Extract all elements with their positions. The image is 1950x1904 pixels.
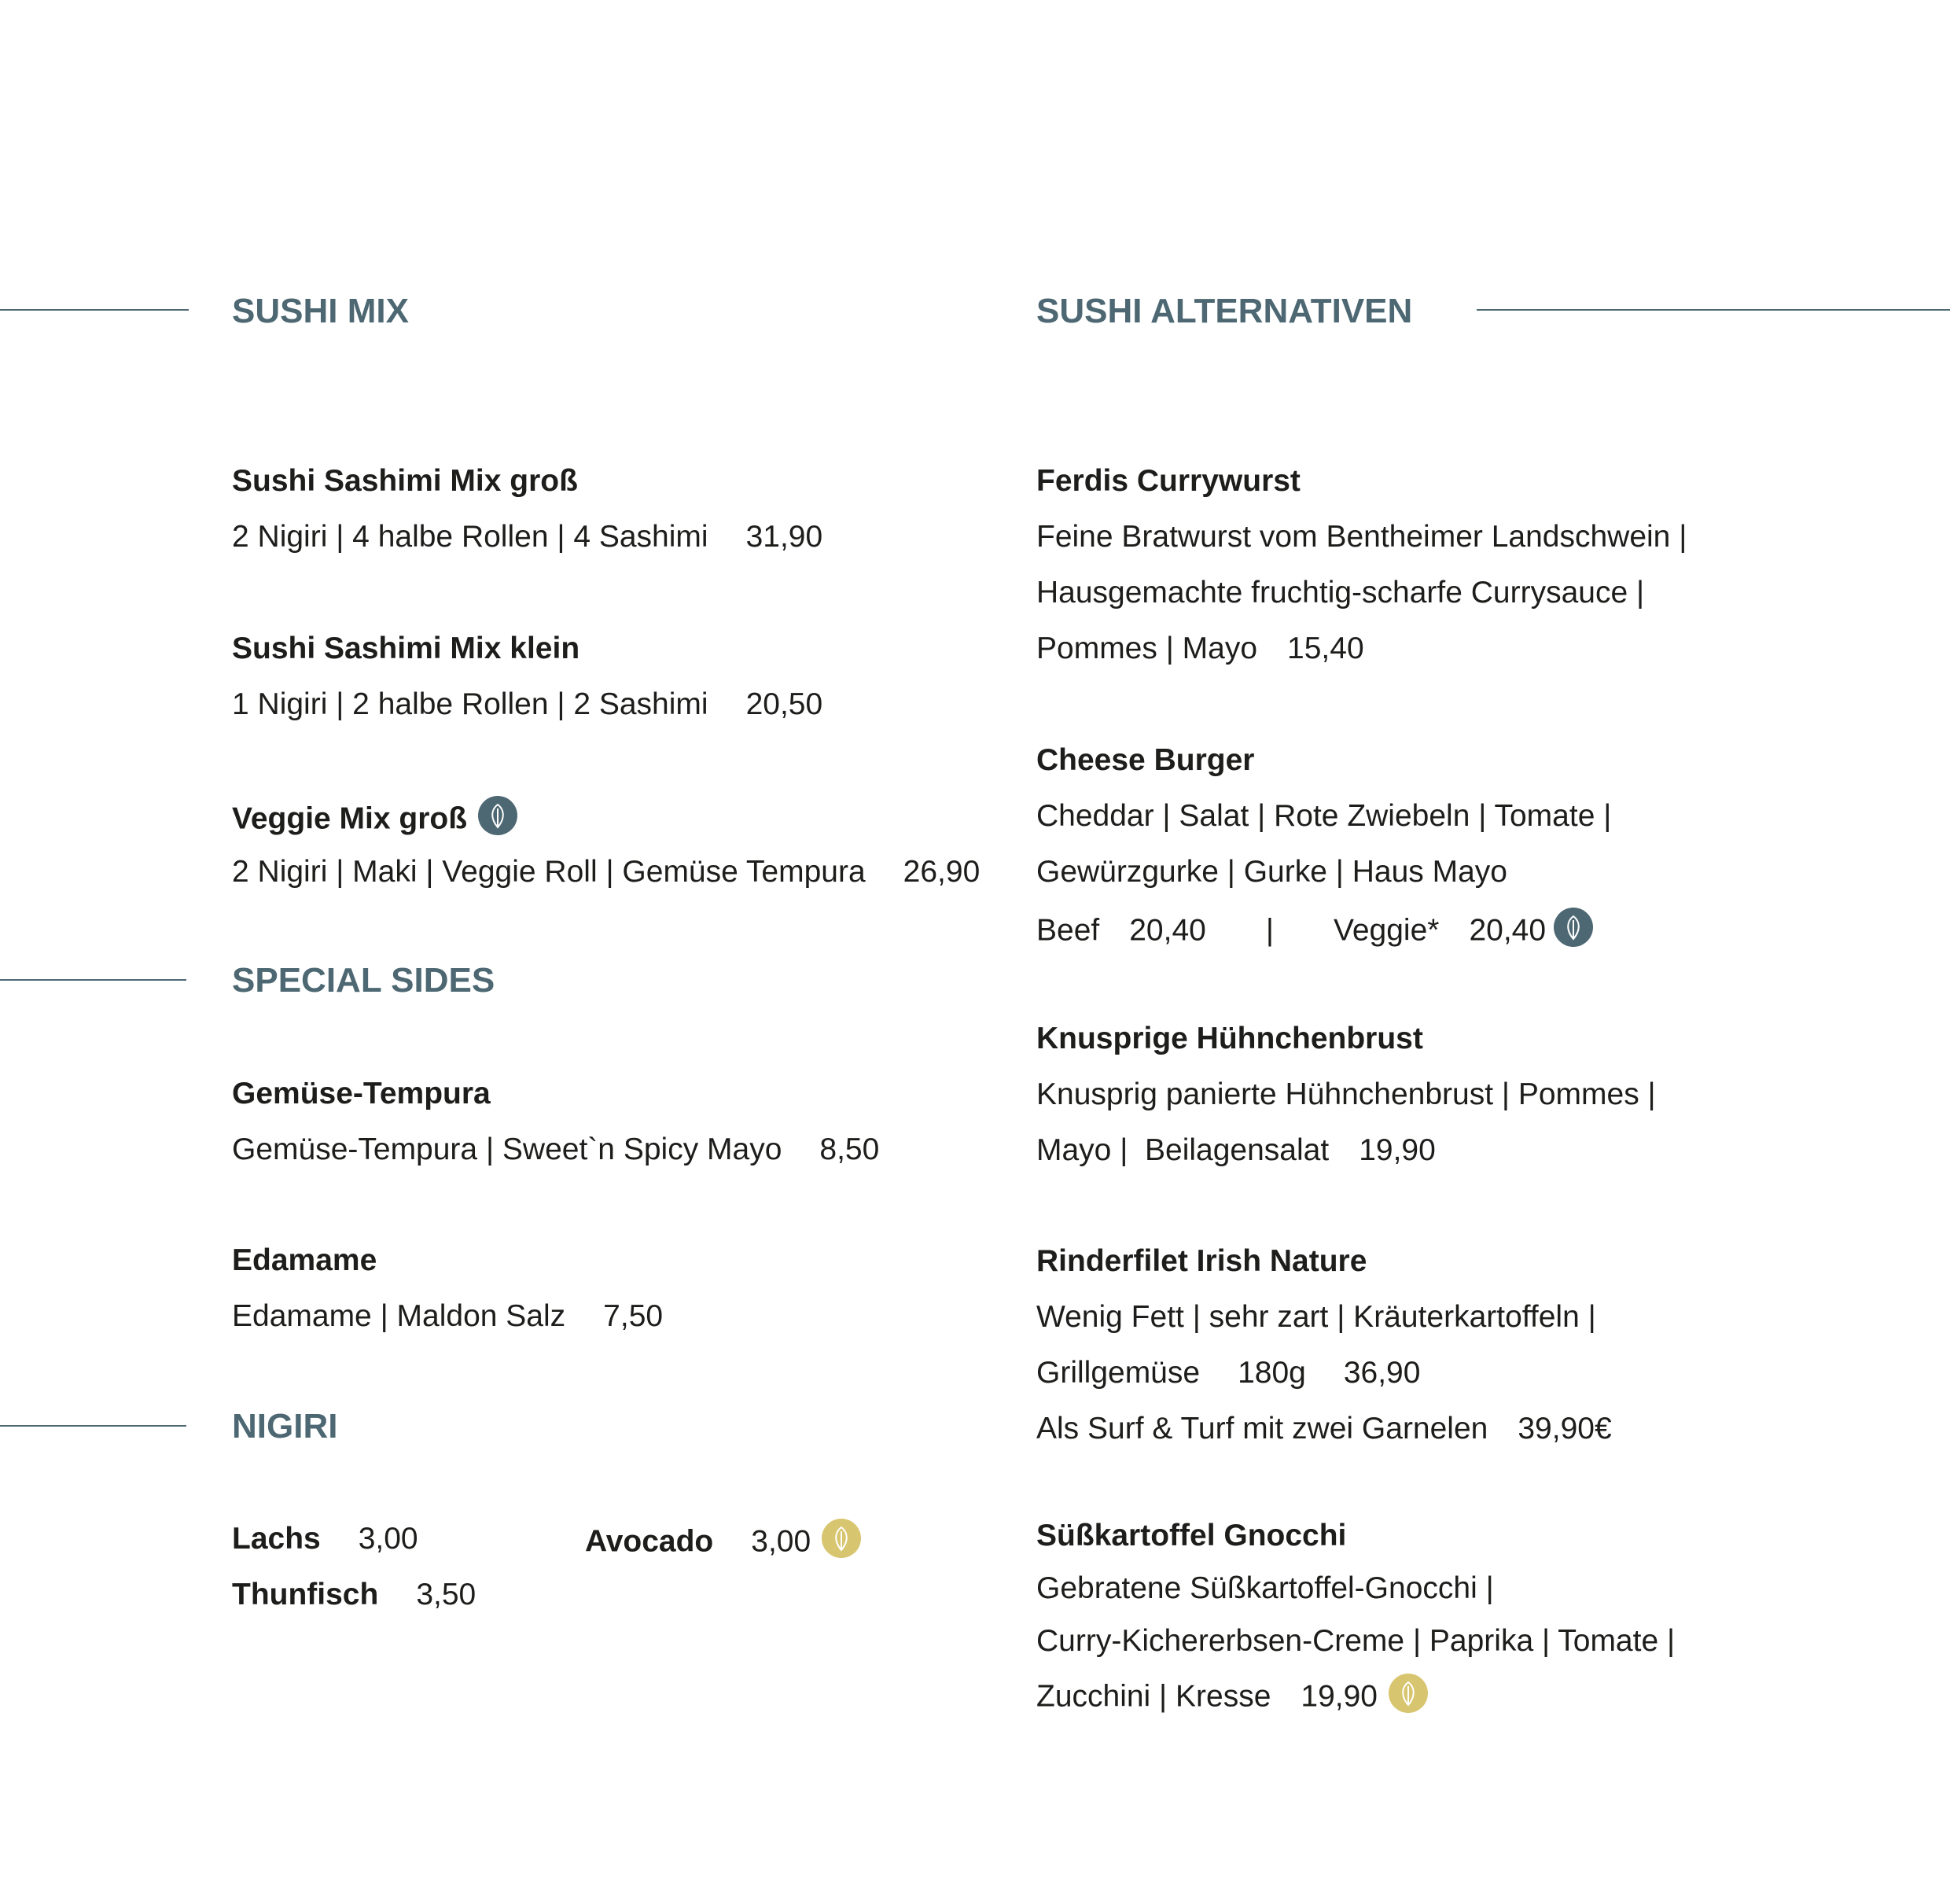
section-heading-sushi-alternativen: SUSHI ALTERNATIVEN — [1036, 292, 1413, 330]
item-line-gnocchi-1: Gebratene Süßkartoffel-Gnocchi | — [1036, 1571, 1494, 1605]
item-line-gemuese-tempura — [232, 1134, 879, 1165]
item-name-sushi-sashimi-gross: Sushi Sashimi Mix groß — [232, 464, 578, 498]
burger-veggie-price: 20,40 — [1469, 913, 1547, 948]
item-line-sushi-sashimi-klein — [232, 689, 822, 720]
item-line-currywurst-3 — [1036, 633, 1364, 664]
item-line-burger-1: Cheddar | Salat | Rote Zwiebeln | Tomate | — [1036, 799, 1612, 833]
item-line-burger-2: Gewürzgurke | Gurke | Haus Mayo — [1036, 855, 1507, 889]
item-line-steak-1: Wenig Fett | sehr zart | Kräuterkartoffeln | — [1036, 1300, 1596, 1334]
leaf-icon — [822, 1519, 861, 1558]
item-name-veggie-mix — [232, 801, 517, 840]
item-desc: Mayo | Beilagensalat — [1036, 1133, 1330, 1167]
heading-rule-left-sushi-mix — [0, 309, 189, 311]
section-heading-nigiri: NIGIRI — [232, 1407, 338, 1445]
item-desc: Gemüse-Tempura | Sweet`n Spicy Mayo — [232, 1132, 782, 1166]
item-price: 36,90 — [1343, 1356, 1421, 1390]
item-name-text: Veggie Mix groß — [232, 801, 468, 836]
burger-veggie-label: Veggie* — [1333, 913, 1440, 948]
nigiri-item-lachs — [232, 1523, 418, 1554]
item-line-chicken-2 — [1036, 1135, 1436, 1166]
nigiri-name: Thunfisch — [232, 1578, 379, 1611]
item-desc: 1 Nigiri | 2 halbe Rollen | 2 Sashimi — [232, 687, 708, 721]
nigiri-item-avocado — [585, 1523, 861, 1563]
item-line-veggie-mix — [232, 856, 980, 887]
item-price: 8,50 — [819, 1132, 880, 1166]
item-name-huehnchenbrust: Knusprige Hühnchenbrust — [1036, 1022, 1423, 1055]
item-line-steak-surf-turf — [1036, 1413, 1612, 1444]
item-line-steak-2 — [1036, 1357, 1420, 1388]
item-desc: 2 Nigiri | 4 halbe Rollen | 4 Sashimi — [232, 520, 708, 554]
item-price: 39,90€ — [1518, 1412, 1612, 1445]
nigiri-price: 3,00 — [358, 1522, 418, 1556]
section-heading-special-sides: SPECIAL SIDES — [232, 961, 495, 1000]
item-name-suesskartoffel-gnocchi: Süßkartoffel Gnocchi — [1036, 1519, 1347, 1552]
item-weight: 180g — [1238, 1356, 1306, 1390]
item-name-currywurst: Ferdis Currywurst — [1036, 464, 1301, 498]
item-price: 26,90 — [903, 855, 981, 889]
nigiri-price: 3,00 — [751, 1524, 811, 1559]
heading-rule-right-sushi-alternativen — [1477, 309, 1950, 311]
leaf-icon — [478, 796, 517, 835]
nigiri-price: 3,50 — [416, 1578, 476, 1611]
leaf-icon — [1554, 908, 1593, 947]
item-desc: Als Surf & Turf mit zwei Garnelen — [1036, 1412, 1488, 1445]
item-desc: Pommes | Mayo — [1036, 632, 1258, 665]
item-name-edamame: Edamame — [232, 1243, 377, 1277]
item-price: 15,40 — [1287, 632, 1364, 665]
item-desc: Edamame | Maldon Salz — [232, 1299, 566, 1333]
item-line-gnocchi-2: Curry-Kichererbsen-Creme | Paprika | Tomate | — [1036, 1624, 1676, 1658]
heading-rule-left-special-sides — [0, 979, 186, 981]
item-price: 19,90 — [1301, 1679, 1378, 1714]
burger-beef-price: 20,40 — [1129, 913, 1206, 948]
leaf-icon — [1389, 1674, 1428, 1713]
item-line-gnocchi-3 — [1036, 1678, 1428, 1718]
item-desc: Grillgemüse — [1036, 1356, 1201, 1390]
item-name-rinderfilet: Rinderfilet Irish Nature — [1036, 1244, 1367, 1278]
item-line-sushi-sashimi-gross — [232, 521, 822, 552]
item-price: 31,90 — [745, 520, 823, 554]
item-line-currywurst-1: Feine Bratwurst vom Bentheimer Landschwein | — [1036, 520, 1687, 554]
item-price: 19,90 — [1359, 1133, 1436, 1167]
nigiri-name: Avocado — [585, 1524, 714, 1559]
burger-beef-label: Beef — [1036, 913, 1100, 948]
item-price: 20,50 — [745, 687, 823, 721]
burger-separator: | — [1265, 913, 1274, 948]
section-heading-sushi-mix: SUSHI MIX — [232, 292, 409, 330]
item-line-chicken-1: Knusprig panierte Hühnchenbrust | Pommes | — [1036, 1077, 1656, 1111]
item-line-edamame — [232, 1301, 663, 1331]
item-name-gemuese-tempura: Gemüse-Tempura — [232, 1077, 491, 1110]
item-line-burger-prices — [1036, 912, 1593, 952]
item-name-sushi-sashimi-klein: Sushi Sashimi Mix klein — [232, 632, 580, 665]
item-name-cheese-burger: Cheese Burger — [1036, 743, 1255, 777]
item-price: 7,50 — [603, 1299, 664, 1333]
nigiri-item-thunfisch — [232, 1579, 476, 1610]
heading-rule-left-nigiri — [0, 1425, 186, 1427]
item-desc: 2 Nigiri | Maki | Veggie Roll | Gemüse Tempura — [232, 855, 866, 889]
nigiri-name: Lachs — [232, 1522, 321, 1556]
item-desc: Zucchini | Kresse — [1036, 1679, 1271, 1714]
item-line-currywurst-2: Hausgemachte fruchtig-scharfe Currysauce | — [1036, 576, 1645, 610]
